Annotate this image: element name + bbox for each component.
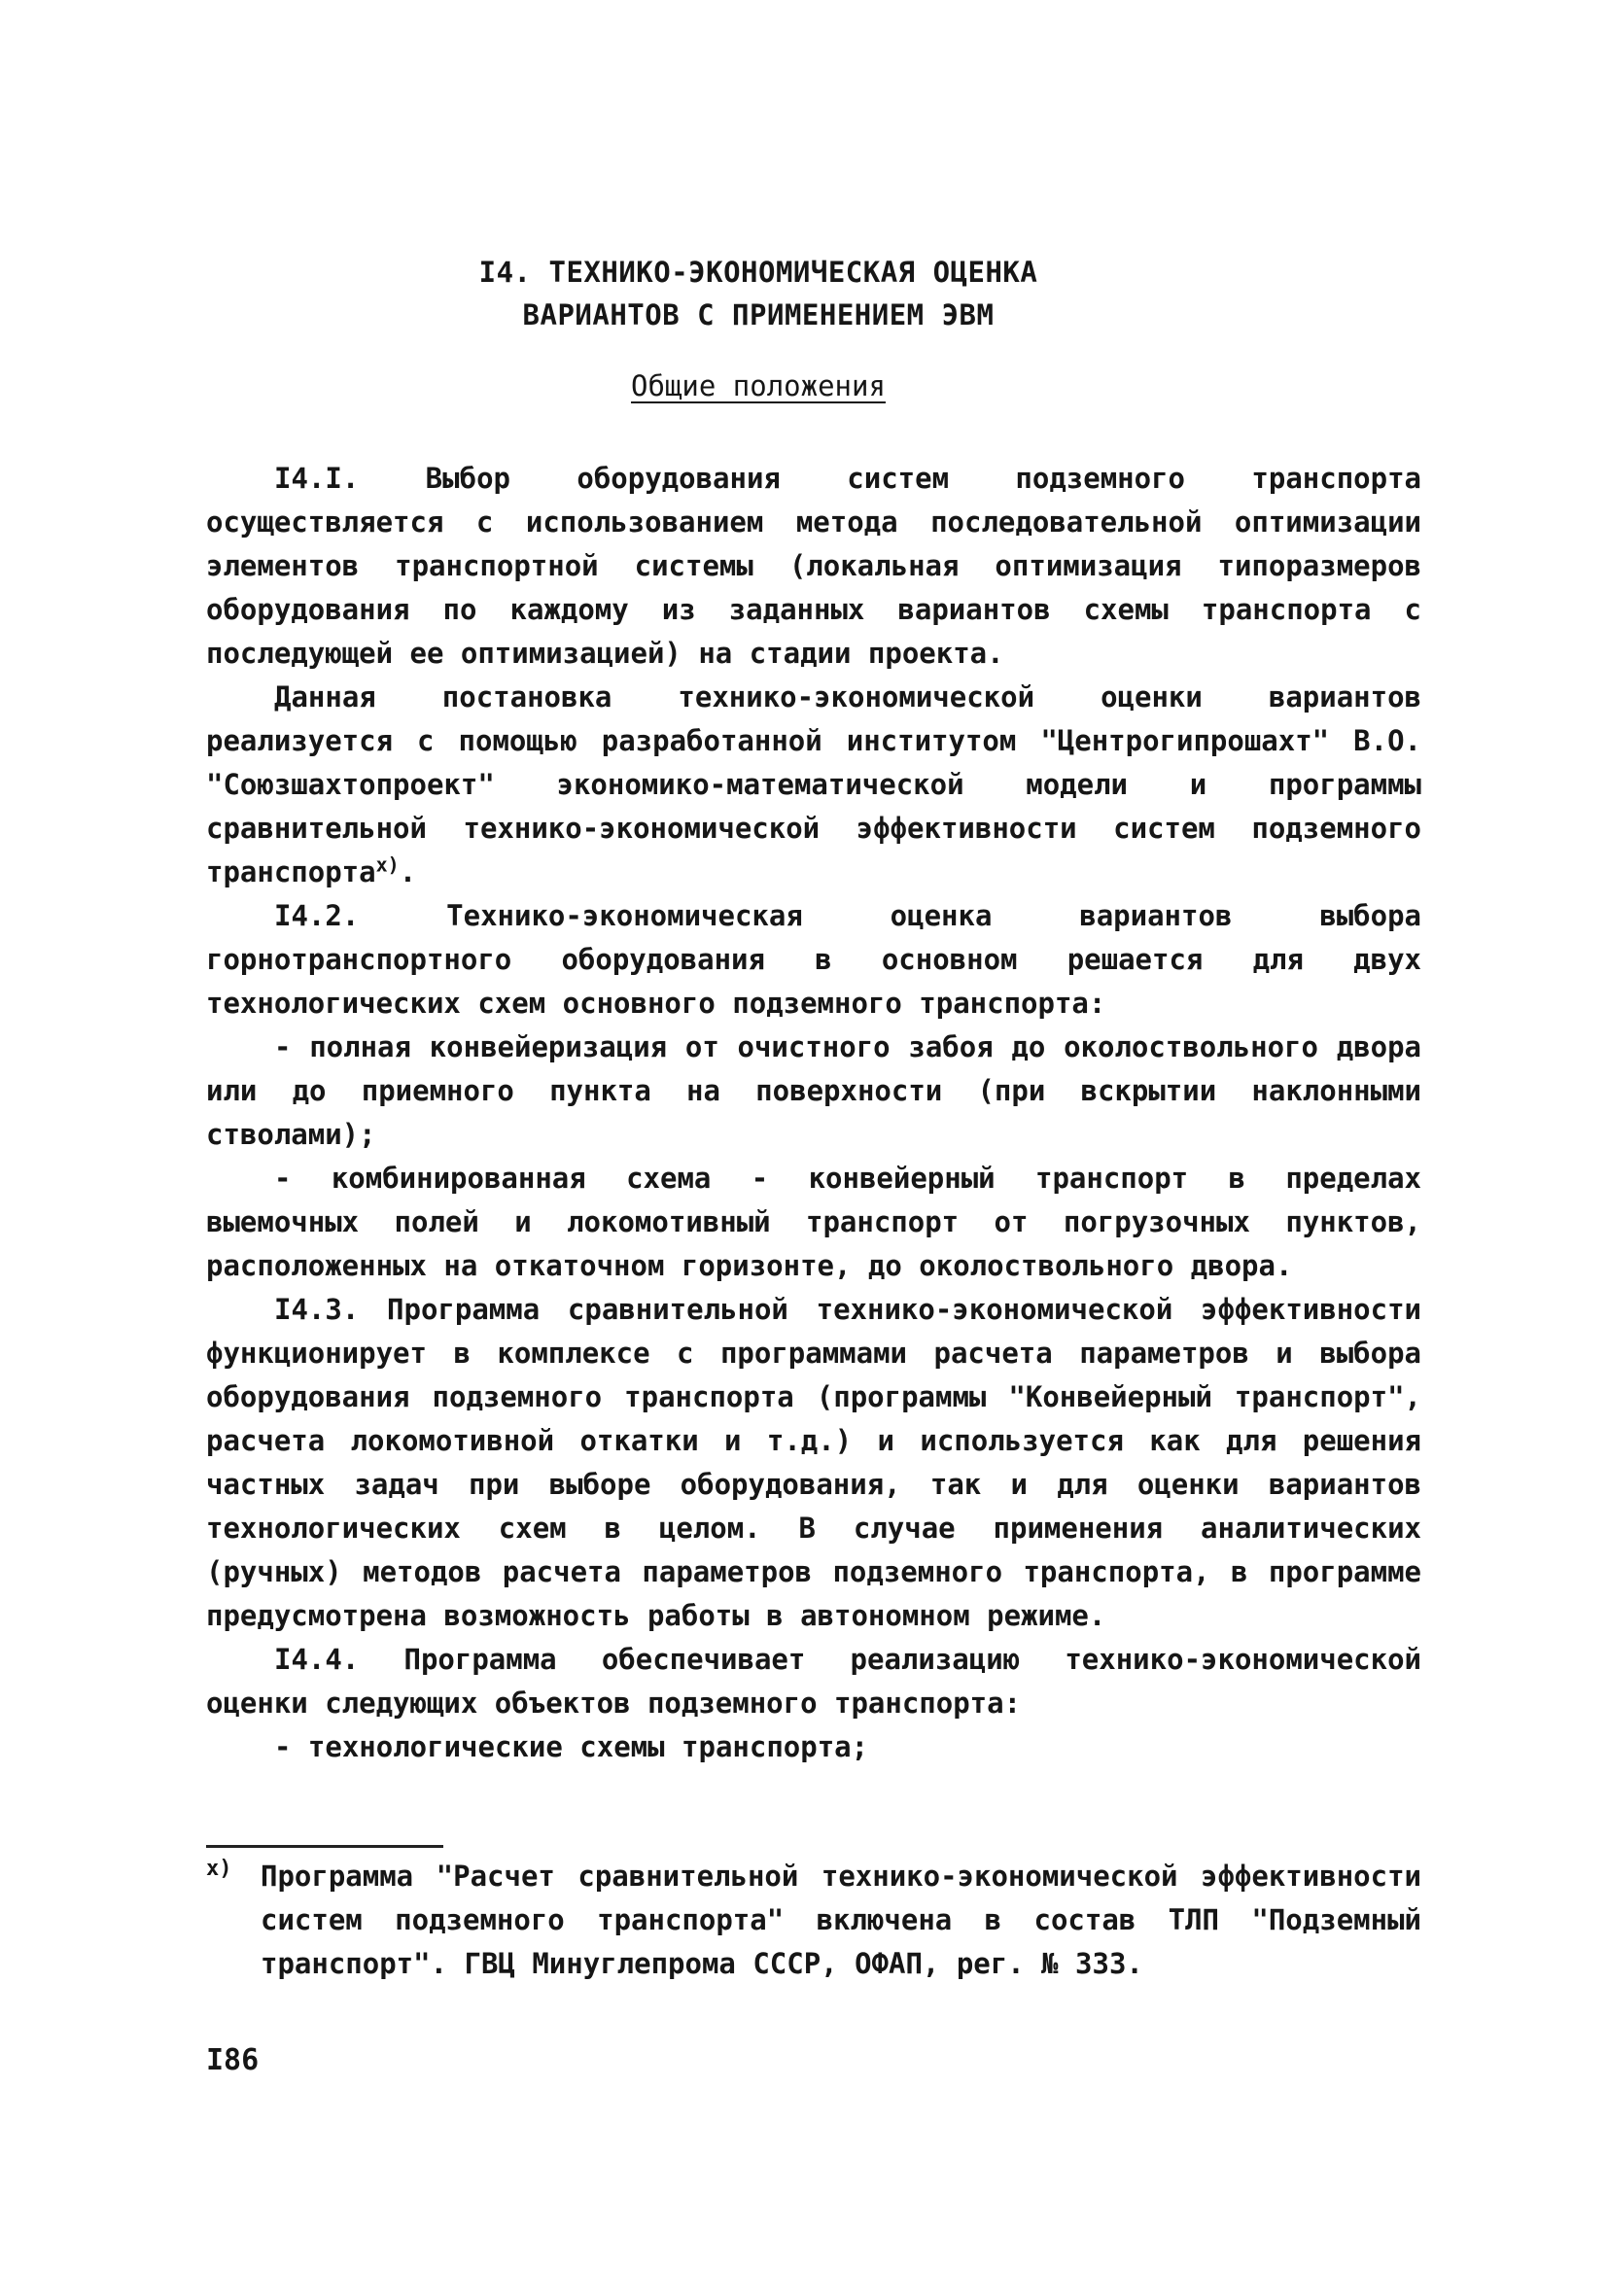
section-heading-line-2: ВАРИАНТОВ С ПРИМЕНЕНИЕМ ЭВМ xyxy=(522,298,995,331)
footnote-mark: x) xyxy=(206,1857,232,1881)
paragraph-implementation-end: . xyxy=(399,855,417,888)
footnote-divider xyxy=(206,1845,443,1848)
paragraph-14-2: I4.2. Технико-экономическая оценка вариантов выбора горнотранспортного оборудования в основном решается для двух технологических схем основного подземного транспорта: xyxy=(206,899,1421,1020)
page-number: I86 xyxy=(206,2043,260,2077)
subsection-heading: Общие положения xyxy=(631,369,886,402)
footnote xyxy=(206,1855,1421,1986)
paragraph-14-1: I4.I. Выбор оборудования систем подземного транспорта осуществляется с использованием метода последовательной оптимизации элементов транспортной системы (локальная оптимизация типоразмеров оборудования по каждому из заданных вариантов схемы транспорта с последующей ее оптимизацией) на стадии проекта. xyxy=(206,462,1421,670)
footnote-reference: x) xyxy=(375,852,400,877)
list-item-combined: - комбинированная схема - конвейерный транспорт в пределах выемочных полей и локомотивный транспорт от погрузочных пунктов, расположенных на откаточном горизонте, до околоствольного двора. xyxy=(206,1162,1421,1282)
body-text xyxy=(206,457,1421,1769)
list-item-conveyor: - полная конвейеризация от очистного забоя до околоствольного двора или до приемного пункта на поверхности (при вскрытии наклонными стволами); xyxy=(206,1030,1421,1151)
paragraph-14-3: I4.3. Программа сравнительной технико-экономической эффективности функционирует в комплексе с программами расчета параметров и выбора оборудования подземного транспорта (программы "Конвейерный транспорт", расчета локомотивной откатки и т.д.) и используется как для решения частных задач при выборе оборудования, так и для оценки вариантов технологических схем в целом. В случае применения аналитических (ручных) методов расчета параметров подземного транспорта, в программе предусмотрена возможность работы в автономном режиме. xyxy=(206,1293,1421,1632)
paragraph-14-4: I4.4. Программа обеспечивает реализацию технико-экономической оценки следующих объектов подземного транспорта: xyxy=(206,1643,1421,1720)
section-heading xyxy=(389,251,1128,336)
paragraph-implementation-text: Данная постановка технико-экономической оценки вариантов реализуется с помощью разработанной институтом "Центрогипрошахт" В.О. "Союзшахтопроект" экономико-математической модели и программы сравнительной технико-экономической эффективности систем подземного транспорта xyxy=(206,680,1421,888)
section-heading-line-1: I4. ТЕХНИКО-ЭКОНОМИЧЕСКАЯ ОЦЕНКА xyxy=(478,256,1038,289)
paragraph-implementation xyxy=(206,676,1421,894)
list-item-schemes: - технологические схемы транспорта; xyxy=(274,1730,869,1763)
footnote-text: Программа "Расчет сравнительной технико-экономической эффективности систем подземного транспорта" включена в состав ТЛП "Подземный транспорт". ГВЦ Минуглепрома СССР, ОФАП, рег. № 333. xyxy=(261,1860,1421,1980)
